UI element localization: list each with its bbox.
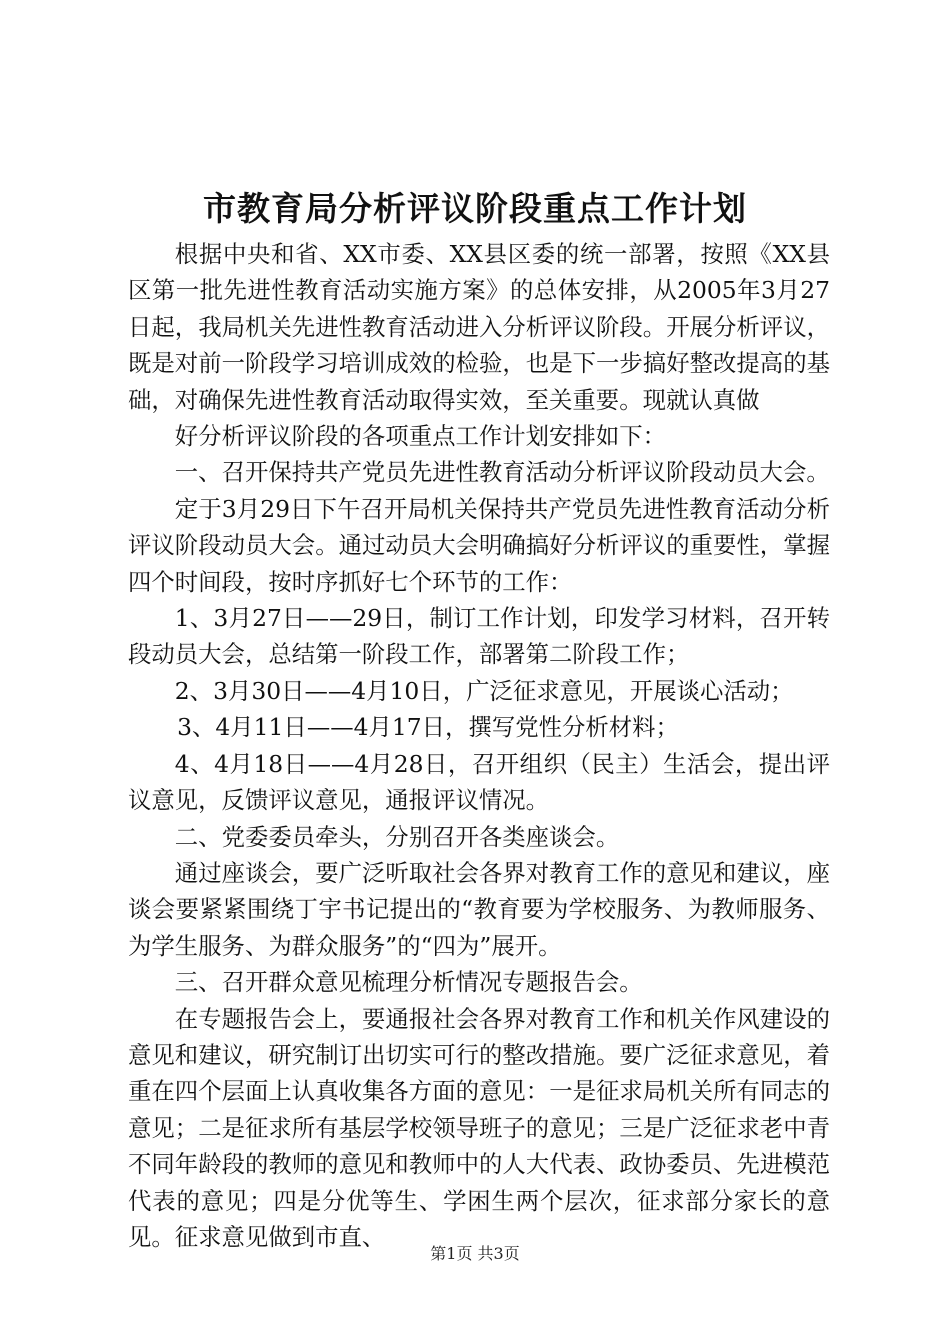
paragraph: 根据中央和省、XX市委、XX县区委的统一部署，按照《XX县区第一批先进性教育活动实施方案》的总体安排，从2005年3月27日起，我局机关先进性教育活动进入分析评议阶段。开展分析评议，既是对前一阶段学习培训成效的检验，也是下一步搞好整改提高的基础，对确保先进性教育活动取得实效，至关重要。现就认真做 — [128, 240, 830, 414]
paragraph: 二、党委委员牵头，分别召开各类座谈会。 — [174, 822, 620, 851]
paragraph: 4、4月18日——4月28日，召开组织（民主）生活会，提出评议意见，反馈评议意见，通报评议情况。 — [128, 749, 830, 815]
paragraph: 三、召开群众意见梳理分析情况专题报告会。 — [174, 968, 643, 997]
paragraph: 在专题报告会上，要通报社会各界对教育工作和机关作风建设的意见和建议，研究制订出切实可行的整改措施。要广泛征求意见，着重在四个层面上认真收集各方面的意见：一是征求局机关所有同志的意见；二是征求所有基层学校领导班子的意见；三是广泛征求老中青不同年龄段的教师的意见和教师中的人大代表、政协委员、先进模范代表的意见；四是分优等生、学困生两个层次，征求部分家长的意见。征求意见做到市直、 — [128, 1004, 830, 1251]
paragraph: 一、召开保持共产党员先进性教育活动分析评议阶段动员大会。 — [174, 458, 830, 487]
paragraph: 定于3月29日下午召开局机关保持共产党员先进性教育活动分析评议阶段动员大会。通过动员大会明确搞好分析评议的重要性，掌握四个时间段，按时序抓好七个环节的工作： — [128, 494, 830, 596]
document-body — [128, 236, 830, 1255]
paragraph: 通过座谈会，要广泛听取社会各界对教育工作的意见和建议，座谈会要紧紧围绕丁宇书记提出的“教育要为学校服务、为教师服务、为学生服务、为群众服务”的“四为”展开。 — [128, 858, 830, 960]
document-title: 市教育局分析评议阶段重点工作计划 — [203, 189, 747, 228]
paragraph: 好分析评议阶段的各项重点工作计划安排如下： — [174, 422, 666, 451]
paragraph: 2、3月30日——4月10日，广泛征求意见，开展谈心活动； — [174, 676, 794, 705]
paragraph: 1、3月27日——29日，制订工作计划，印发学习材料，召开转段动员大会，总结第一阶段工作，部署第二阶段工作； — [128, 604, 830, 669]
paragraph: 3、4月11日——4月17日，撰写党性分析材料； — [177, 713, 679, 742]
page-footer: 第1页 共3页 — [430, 1244, 520, 1263]
